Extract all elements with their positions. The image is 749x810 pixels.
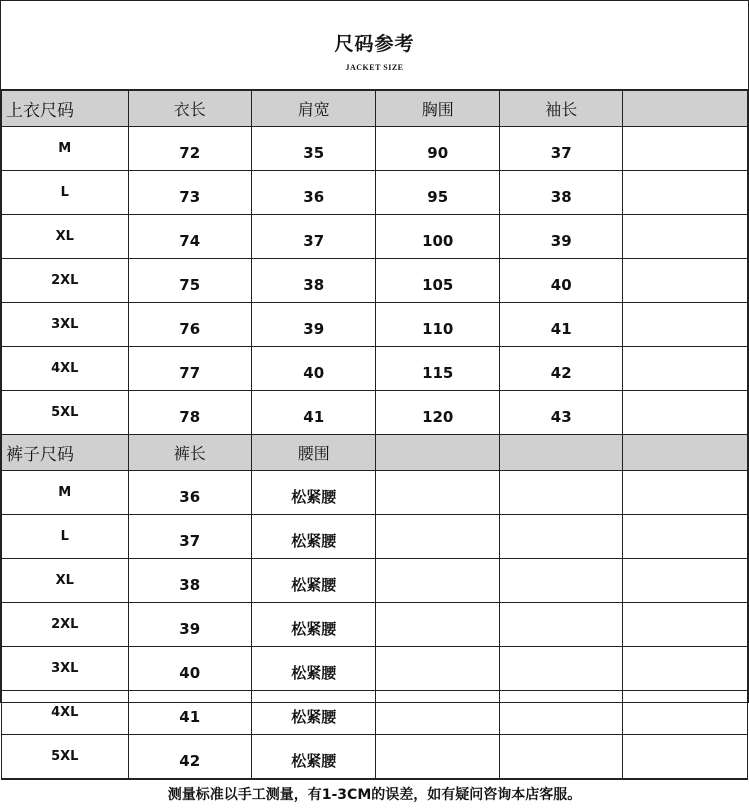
header-cell [376, 435, 499, 471]
value-cell [499, 559, 622, 603]
value-cell: 43 [499, 391, 622, 435]
value-cell: 100 [376, 215, 499, 259]
value-cell: 40 [499, 259, 622, 303]
value-cell: 72 [128, 127, 251, 171]
size-label-cell: 2XL [2, 259, 129, 303]
header-cell: 裤子尺码 [2, 435, 129, 471]
value-cell: 37 [128, 515, 251, 559]
size-label-cell: 5XL [2, 735, 129, 779]
value-cell: 35 [251, 127, 376, 171]
page-title: 尺码参考 [334, 33, 415, 55]
value-cell: 37 [499, 127, 622, 171]
pants-header-row [2, 435, 748, 471]
header-cell [623, 435, 748, 471]
header-cell: 裤长 [128, 435, 251, 471]
size-label-cell: 5XL [2, 391, 129, 435]
value-cell [499, 471, 622, 515]
value-cell [376, 735, 499, 779]
header-cell: 袖长 [499, 91, 622, 127]
footer-note: 测量标准以手工测量，有1-3CM的误差，如有疑问咨询本店客服。 [1, 779, 748, 810]
size-label-cell: XL [2, 215, 129, 259]
value-cell [499, 647, 622, 691]
value-cell: 松紧腰 [251, 603, 376, 647]
value-cell: 39 [499, 215, 622, 259]
size-label-cell: M [2, 471, 129, 515]
value-cell [623, 735, 748, 779]
title-block [1, 1, 748, 90]
size-table [1, 90, 748, 779]
size-label-cell: XL [2, 559, 129, 603]
value-cell: 110 [376, 303, 499, 347]
page-subtitle: JACKET SIZE [345, 63, 404, 72]
value-cell [623, 391, 748, 435]
value-cell [376, 559, 499, 603]
value-cell: 松紧腰 [251, 735, 376, 779]
size-label-cell: 4XL [2, 691, 129, 735]
size-label-cell: L [2, 171, 129, 215]
value-cell: 40 [128, 647, 251, 691]
value-cell: 37 [251, 215, 376, 259]
size-table-body [2, 91, 748, 779]
value-cell [623, 303, 748, 347]
jacket-size-row [2, 171, 748, 215]
value-cell: 松紧腰 [251, 559, 376, 603]
pants-size-row [2, 603, 748, 647]
header-cell: 上衣尺码 [2, 91, 129, 127]
value-cell: 38 [251, 259, 376, 303]
value-cell: 41 [499, 303, 622, 347]
value-cell: 40 [251, 347, 376, 391]
value-cell [499, 735, 622, 779]
size-label-cell: 4XL [2, 347, 129, 391]
value-cell: 松紧腰 [251, 691, 376, 735]
header-cell: 腰围 [251, 435, 376, 471]
value-cell: 78 [128, 391, 251, 435]
jacket-header-row [2, 91, 748, 127]
value-cell [376, 691, 499, 735]
value-cell [623, 515, 748, 559]
value-cell: 120 [376, 391, 499, 435]
jacket-size-row [2, 215, 748, 259]
value-cell [623, 127, 748, 171]
value-cell: 38 [128, 559, 251, 603]
value-cell: 76 [128, 303, 251, 347]
value-cell: 75 [128, 259, 251, 303]
value-cell: 36 [128, 471, 251, 515]
value-cell: 38 [499, 171, 622, 215]
value-cell: 39 [251, 303, 376, 347]
header-cell: 肩宽 [251, 91, 376, 127]
size-label-cell: M [2, 127, 129, 171]
value-cell [623, 347, 748, 391]
value-cell: 41 [128, 691, 251, 735]
pants-size-row [2, 691, 748, 735]
value-cell: 39 [128, 603, 251, 647]
value-cell [623, 603, 748, 647]
value-cell [376, 471, 499, 515]
size-label-cell: 3XL [2, 303, 129, 347]
value-cell: 74 [128, 215, 251, 259]
value-cell [499, 603, 622, 647]
value-cell [376, 515, 499, 559]
pants-size-row [2, 735, 748, 779]
jacket-size-row [2, 127, 748, 171]
size-label-cell: 3XL [2, 647, 129, 691]
value-cell: 松紧腰 [251, 647, 376, 691]
value-cell: 95 [376, 171, 499, 215]
value-cell [623, 259, 748, 303]
value-cell: 105 [376, 259, 499, 303]
value-cell [376, 647, 499, 691]
value-cell [499, 691, 622, 735]
value-cell [623, 691, 748, 735]
value-cell: 77 [128, 347, 251, 391]
header-cell: 胸围 [376, 91, 499, 127]
value-cell: 松紧腰 [251, 471, 376, 515]
size-label-cell: L [2, 515, 129, 559]
size-label-cell: 2XL [2, 603, 129, 647]
value-cell [623, 559, 748, 603]
value-cell: 42 [499, 347, 622, 391]
value-cell: 90 [376, 127, 499, 171]
value-cell [376, 603, 499, 647]
pants-size-row [2, 471, 748, 515]
value-cell: 松紧腰 [251, 515, 376, 559]
value-cell: 115 [376, 347, 499, 391]
jacket-size-row [2, 259, 748, 303]
jacket-size-row [2, 347, 748, 391]
header-cell [623, 91, 748, 127]
value-cell [499, 515, 622, 559]
value-cell [623, 171, 748, 215]
value-cell [623, 471, 748, 515]
value-cell [623, 647, 748, 691]
pants-size-row [2, 515, 748, 559]
value-cell: 42 [128, 735, 251, 779]
value-cell [623, 215, 748, 259]
value-cell: 36 [251, 171, 376, 215]
header-cell [499, 435, 622, 471]
value-cell: 73 [128, 171, 251, 215]
header-cell: 衣长 [128, 91, 251, 127]
jacket-size-row [2, 391, 748, 435]
jacket-size-row [2, 303, 748, 347]
value-cell: 41 [251, 391, 376, 435]
pants-size-row [2, 647, 748, 691]
pants-size-row [2, 559, 748, 603]
